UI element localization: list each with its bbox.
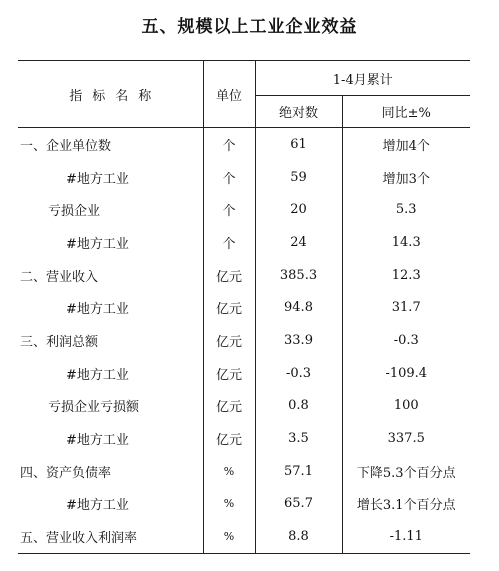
row-absolute: 57.1 — [255, 455, 342, 488]
row-yoy: -1.11 — [342, 520, 470, 553]
row-name: #地方工业 — [18, 161, 203, 194]
header-unit: 单位 — [203, 61, 255, 128]
row-absolute: -0.3 — [255, 357, 342, 390]
row-absolute: 8.8 — [255, 520, 342, 553]
row-absolute: 0.8 — [255, 390, 342, 423]
row-yoy: 增加4个 — [382, 138, 430, 154]
row-yoy: 12.3 — [391, 267, 421, 283]
row-absolute: 24 — [255, 226, 342, 259]
row-yoy: 31.7 — [391, 300, 421, 316]
table-row — [18, 226, 470, 259]
row-name: #地方工业 — [18, 291, 203, 324]
row-name: #地方工业 — [18, 226, 203, 259]
row-yoy: 337.5 — [387, 431, 425, 447]
row-absolute: 65.7 — [255, 488, 342, 521]
table-row — [18, 259, 470, 292]
table-row — [18, 455, 470, 488]
table-row — [18, 128, 470, 161]
row-absolute: 3.5 — [255, 422, 342, 455]
benefits-table — [18, 60, 470, 554]
row-unit: % — [203, 520, 255, 553]
row-yoy: 增加3个 — [382, 171, 430, 187]
row-name: 二、营业收入 — [18, 259, 203, 292]
header-name: 指标名称 — [18, 61, 203, 128]
row-name: 四、资产负债率 — [18, 455, 203, 488]
row-unit: 亿元 — [203, 324, 255, 357]
table-row — [18, 161, 470, 194]
row-unit: 亿元 — [203, 357, 255, 390]
row-unit: 亿元 — [203, 259, 255, 292]
table-row — [18, 390, 470, 423]
table-row — [18, 520, 470, 553]
table-row — [18, 422, 470, 455]
row-unit: 亿元 — [203, 291, 255, 324]
row-absolute: 94.8 — [255, 291, 342, 324]
table-row — [18, 193, 470, 226]
row-absolute: 61 — [255, 128, 342, 161]
row-name: 五、营业收入利润率 — [18, 520, 203, 553]
page-title: 五、规模以上工业企业效益 — [141, 17, 358, 37]
table-row — [18, 488, 470, 521]
row-unit: 亿元 — [203, 390, 255, 423]
row-yoy: 100 — [393, 398, 419, 414]
row-name: 亏损企业 — [18, 193, 203, 226]
row-yoy: 增长3.1个百分点 — [356, 498, 456, 514]
row-unit: 个 — [203, 161, 255, 194]
row-unit: 个 — [203, 193, 255, 226]
row-yoy: -109.4 — [385, 365, 428, 381]
row-unit: 个 — [203, 128, 255, 161]
table-row — [18, 291, 470, 324]
row-name: 一、企业单位数 — [18, 128, 203, 161]
row-absolute: 20 — [255, 193, 342, 226]
row-unit: % — [203, 455, 255, 488]
table-row — [18, 324, 470, 357]
row-absolute: 385.3 — [255, 259, 342, 292]
row-name: 三、利润总额 — [18, 324, 203, 357]
table-row — [18, 357, 470, 390]
row-absolute: 33.9 — [255, 324, 342, 357]
row-yoy: 14.3 — [391, 234, 421, 250]
row-name: 亏损企业亏损额 — [18, 390, 203, 423]
row-absolute: 59 — [255, 161, 342, 194]
header-yoy: 同比±% — [342, 96, 470, 128]
header-period: 1-4月累计 — [255, 61, 470, 96]
row-name: #地方工业 — [18, 422, 203, 455]
header-absolute: 绝对数 — [255, 96, 342, 128]
row-yoy: 5.3 — [395, 202, 417, 218]
row-yoy: -0.3 — [393, 332, 419, 348]
row-unit: 个 — [203, 226, 255, 259]
row-unit: 亿元 — [203, 422, 255, 455]
row-yoy: 下降5.3个百分点 — [356, 465, 456, 481]
row-name: #地方工业 — [18, 488, 203, 521]
row-unit: % — [203, 488, 255, 521]
row-name: #地方工业 — [18, 357, 203, 390]
